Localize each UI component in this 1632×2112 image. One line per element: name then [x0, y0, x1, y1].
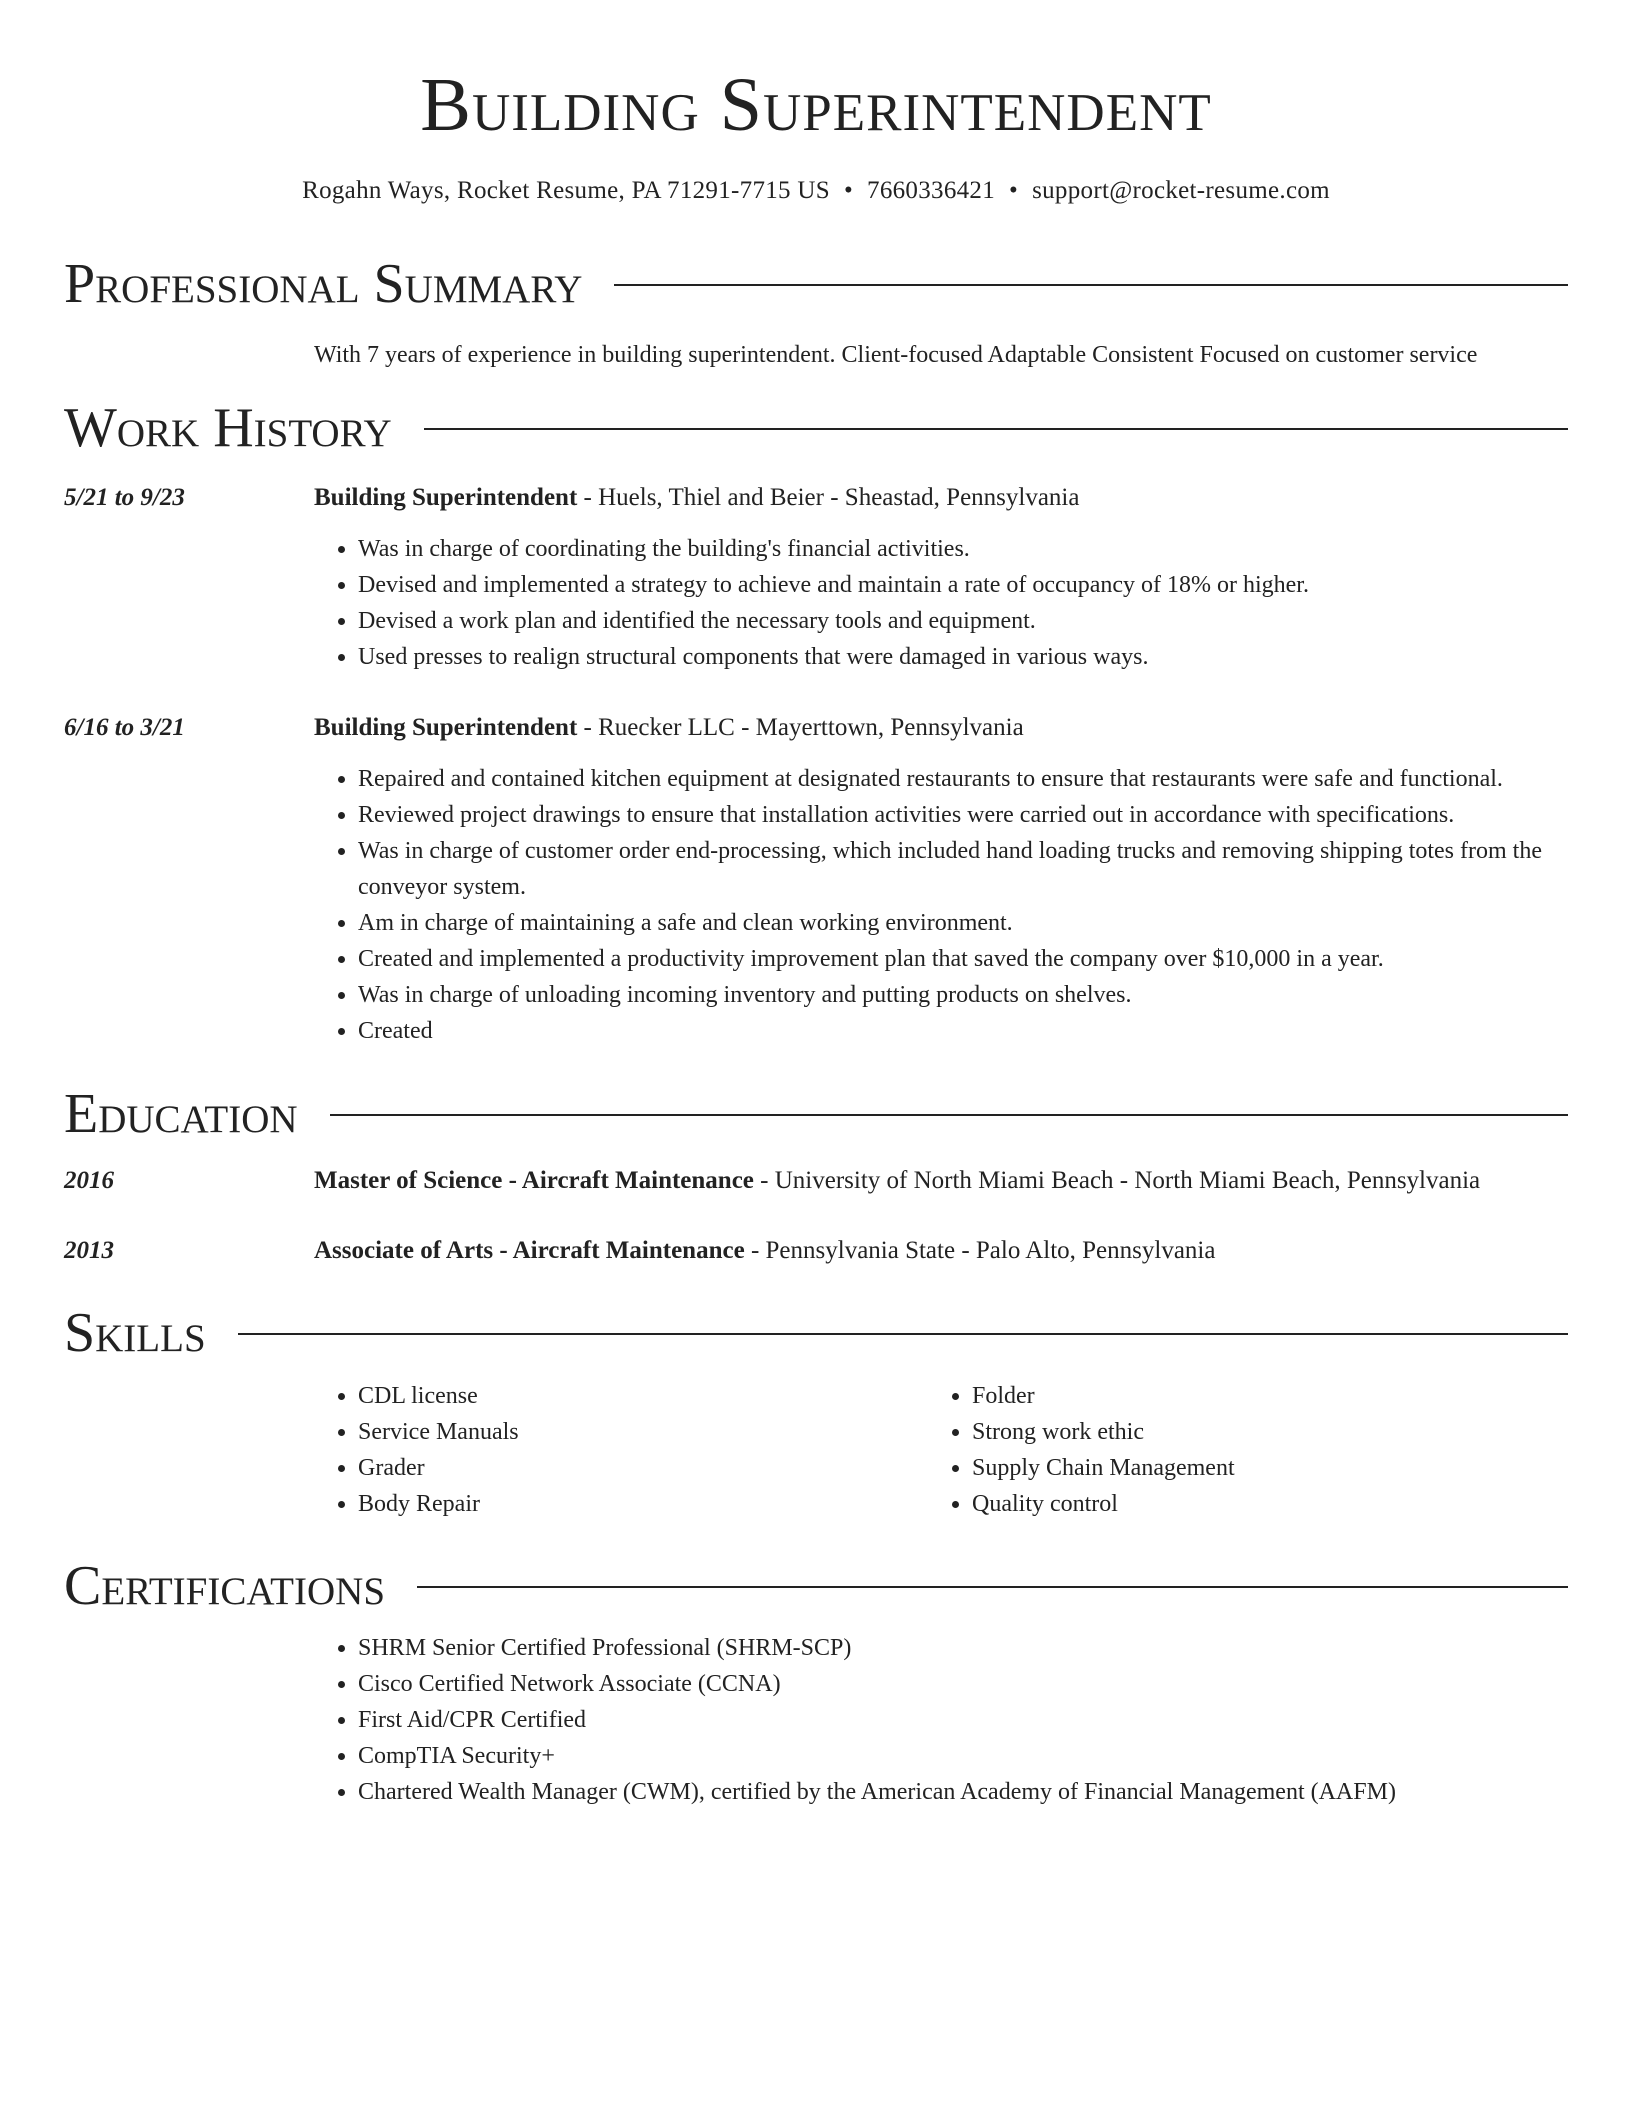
education-section-title: Education [64, 1083, 298, 1145]
list-item: • Repaired and contained kitchen equipment at designated restaurants to ensure that restaurants were safe and functional. [358, 761, 1618, 797]
contact-line [0, 174, 1632, 208]
skills-list-right [928, 1378, 1532, 1522]
skills-section-title: Skills [64, 1302, 206, 1364]
job-dates: 5/21 to 9/23 [64, 484, 185, 511]
skills-section-header [64, 1302, 1568, 1364]
job-heading [314, 481, 1574, 515]
list-item: • Was in charge of customer order end-processing, which included hand loading trucks and removing shipping totes from the conveyor system. [358, 833, 1618, 905]
education-heading [314, 1234, 1574, 1268]
section-divider [238, 1333, 1568, 1335]
certification-item: • First Aid/CPR Certified [358, 1702, 1618, 1738]
contact-email: support@rocket-resume.com [1032, 177, 1330, 204]
job-heading [314, 711, 1574, 745]
skill-item: • Quality control [972, 1486, 1532, 1522]
work-section-title: Work History [64, 397, 392, 459]
education-section-header [64, 1083, 1568, 1145]
education-degree: Master of Science - Aircraft Maintenance [314, 1167, 754, 1194]
education-year: 2016 [64, 1167, 114, 1194]
skill-item: • Service Manuals [358, 1414, 918, 1450]
list-item: • Devised a work plan and identified the necessary tools and equipment. [358, 603, 1618, 639]
job-position: Building Superintendent [314, 484, 578, 511]
skill-item: • CDL license [358, 1378, 918, 1414]
skill-item: • Strong work ethic [972, 1414, 1532, 1450]
list-item: • Was in charge of unloading incoming inventory and putting products on shelves. [358, 977, 1618, 1013]
list-item: • Am in charge of maintaining a safe and clean working environment. [358, 905, 1618, 941]
summary-section-title: Professional Summary [64, 253, 583, 315]
summary-text: With 7 years of experience in building superintendent. Client-focused Adaptable Consistent Focused on customer service [314, 342, 1478, 368]
certifications-section-title: Certifications [64, 1555, 386, 1617]
contact-separator: • [843, 177, 854, 204]
certification-item: • Cisco Certified Network Associate (CCNA) [358, 1666, 1618, 1702]
list-item: • Was in charge of coordinating the building's financial activities. [358, 531, 1618, 567]
skill-item: • Grader [358, 1450, 918, 1486]
section-divider [424, 428, 1568, 430]
certifications-section-header [64, 1555, 1568, 1617]
education-heading [314, 1164, 1574, 1198]
resume-name: Building Superintendent [420, 63, 1212, 147]
section-divider [614, 284, 1568, 286]
job-details: - Huels, Thiel and Beier - Sheastad, Pennsylvania [577, 484, 1080, 511]
job-dates: 6/16 to 3/21 [64, 714, 185, 741]
contact-phone: 7660336421 [867, 177, 996, 204]
list-item: • Reviewed project drawings to ensure that installation activities were carried out in accordance with specifications. [358, 797, 1618, 833]
job-responsibilities [314, 531, 1618, 675]
skills-list-left [314, 1378, 918, 1522]
education-year: 2013 [64, 1237, 114, 1264]
education-degree: Associate of Arts - Aircraft Maintenance [314, 1237, 745, 1264]
skill-item: • Body Repair [358, 1486, 918, 1522]
certification-item: • CompTIA Security+ [358, 1738, 1618, 1774]
contact-address: Rogahn Ways, Rocket Resume, PA 71291-7715 US [302, 177, 830, 204]
list-item: • Devised and implemented a strategy to achieve and maintain a rate of occupancy of 18% or higher. [358, 567, 1618, 603]
list-item: • Used presses to realign structural components that were damaged in various ways. [358, 639, 1618, 675]
skill-item: • Folder [972, 1378, 1532, 1414]
work-section-header [64, 397, 1568, 459]
section-divider [330, 1114, 1568, 1116]
list-item: • Created and implemented a productivity improvement plan that saved the company over $10,000 in a year. [358, 941, 1618, 977]
job-details: - Ruecker LLC - Mayerttown, Pennsylvania [577, 714, 1024, 741]
education-details: - Pennsylvania State - Palo Alto, Pennsylvania [744, 1237, 1216, 1264]
section-divider [417, 1586, 1568, 1588]
certifications-list [314, 1630, 1618, 1810]
education-details: - University of North Miami Beach - North Miami Beach, Pennsylvania [753, 1167, 1481, 1194]
contact-separator: • [1009, 177, 1019, 204]
list-item: • Created [358, 1013, 1618, 1049]
job-position: Building Superintendent [314, 714, 578, 741]
job-responsibilities [314, 761, 1618, 1049]
summary-section-header [64, 253, 1568, 315]
certification-item: • Chartered Wealth Manager (CWM), certified by the American Academy of Financial Management (AAFM) [358, 1774, 1618, 1810]
skill-item: • Supply Chain Management [972, 1450, 1532, 1486]
certification-item: • SHRM Senior Certified Professional (SHRM-SCP) [358, 1630, 1618, 1666]
